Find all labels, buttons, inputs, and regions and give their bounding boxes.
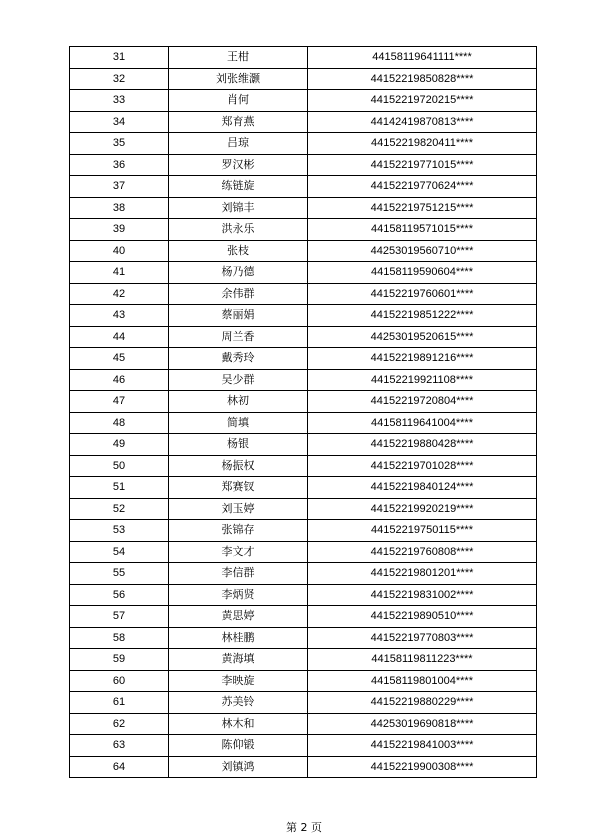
row-number: 59 [70,649,169,671]
row-number: 64 [70,756,169,778]
id-number: 44158119590604**** [308,262,537,284]
person-name: 郑赛钗 [169,477,308,499]
person-name: 黄海填 [169,649,308,671]
person-name: 林桂鹏 [169,627,308,649]
row-number: 53 [70,520,169,542]
row-number: 61 [70,692,169,714]
person-name: 林初 [169,391,308,413]
row-number: 63 [70,735,169,757]
table-row [70,520,537,542]
roster-body [70,47,537,778]
row-number: 57 [70,606,169,628]
id-number: 44158119811223**** [308,649,537,671]
person-name: 李文才 [169,541,308,563]
table-row [70,670,537,692]
table-row [70,412,537,434]
person-name: 李映旋 [169,670,308,692]
row-number: 54 [70,541,169,563]
person-name: 林木和 [169,713,308,735]
person-name: 张锦存 [169,520,308,542]
table-row [70,563,537,585]
row-number: 36 [70,154,169,176]
person-name: 陈仰锻 [169,735,308,757]
row-number: 39 [70,219,169,241]
id-number: 44152219720215**** [308,90,537,112]
person-name: 吴少群 [169,369,308,391]
id-number: 44253019520615**** [308,326,537,348]
id-number: 44142419870813**** [308,111,537,133]
person-name: 李炳贤 [169,584,308,606]
table-row [70,154,537,176]
table-row [70,240,537,262]
row-number: 55 [70,563,169,585]
id-number: 44152219850828**** [308,68,537,90]
person-name: 余伟群 [169,283,308,305]
person-name: 杨乃德 [169,262,308,284]
table-row [70,90,537,112]
person-name: 吕琼 [169,133,308,155]
id-number: 44152219880428**** [308,434,537,456]
id-number: 44152219760601**** [308,283,537,305]
id-number: 44152219840124**** [308,477,537,499]
table-row [70,369,537,391]
person-name: 蔡丽娟 [169,305,308,327]
id-number: 44152219900308**** [308,756,537,778]
table-row [70,455,537,477]
person-name: 洪永乐 [169,219,308,241]
id-number: 44152219801201**** [308,563,537,585]
row-number: 37 [70,176,169,198]
row-number: 50 [70,455,169,477]
person-name: 苏美铃 [169,692,308,714]
table-row [70,47,537,69]
row-number: 38 [70,197,169,219]
row-number: 32 [70,68,169,90]
id-number: 44152219770803**** [308,627,537,649]
person-name: 王柑 [169,47,308,69]
person-name: 练链旋 [169,176,308,198]
person-name: 李信群 [169,563,308,585]
id-number: 44152219831002**** [308,584,537,606]
id-number: 44152219851222**** [308,305,537,327]
row-number: 58 [70,627,169,649]
table-row [70,176,537,198]
id-number: 44152219751215**** [308,197,537,219]
row-number: 46 [70,369,169,391]
id-number: 44152219841003**** [308,735,537,757]
table-row [70,584,537,606]
table-row [70,262,537,284]
id-number: 44253019560710**** [308,240,537,262]
id-number: 44152219750115**** [308,520,537,542]
row-number: 62 [70,713,169,735]
person-name: 简填 [169,412,308,434]
row-number: 34 [70,111,169,133]
id-number: 44152219771015**** [308,154,537,176]
id-number: 44253019690818**** [308,713,537,735]
row-number: 41 [70,262,169,284]
row-number: 51 [70,477,169,499]
person-name: 郑育燕 [169,111,308,133]
id-number: 44152219890510**** [308,606,537,628]
id-number: 44158119641111**** [308,47,537,69]
table-row [70,713,537,735]
id-number: 44158119641004**** [308,412,537,434]
row-number: 43 [70,305,169,327]
person-name: 张枝 [169,240,308,262]
table-row [70,649,537,671]
table-row [70,305,537,327]
row-number: 31 [70,47,169,69]
table-row [70,133,537,155]
row-number: 40 [70,240,169,262]
person-name: 肖何 [169,90,308,112]
row-number: 45 [70,348,169,370]
table-row [70,197,537,219]
page-number: 第 2 页 [286,821,322,834]
id-number: 44152219720804**** [308,391,537,413]
table-row [70,756,537,778]
row-number: 60 [70,670,169,692]
table-row [70,348,537,370]
id-number: 44152219891216**** [308,348,537,370]
id-number: 44158119571015**** [308,219,537,241]
row-number: 49 [70,434,169,456]
id-number: 44152219820411**** [308,133,537,155]
table-row [70,735,537,757]
id-number: 44152219770624**** [308,176,537,198]
table-row [70,326,537,348]
person-name: 刘镇鸿 [169,756,308,778]
row-number: 44 [70,326,169,348]
table-row [70,477,537,499]
person-name: 刘锦丰 [169,197,308,219]
row-number: 47 [70,391,169,413]
id-number: 44158119801004**** [308,670,537,692]
row-number: 56 [70,584,169,606]
id-number: 44152219921108**** [308,369,537,391]
table-row [70,68,537,90]
id-number: 44152219701028**** [308,455,537,477]
table-row [70,541,537,563]
id-number: 44152219920219**** [308,498,537,520]
row-number: 35 [70,133,169,155]
table-row [70,434,537,456]
id-number: 44152219760808**** [308,541,537,563]
row-number: 48 [70,412,169,434]
row-number: 52 [70,498,169,520]
table-row [70,606,537,628]
table-row [70,627,537,649]
person-name: 罗汉彬 [169,154,308,176]
table-row [70,498,537,520]
table-row [70,391,537,413]
person-name: 戴秀玲 [169,348,308,370]
id-number: 44152219880229**** [308,692,537,714]
row-number: 33 [70,90,169,112]
person-name: 杨银 [169,434,308,456]
table-row [70,219,537,241]
table-row [70,692,537,714]
table-row [70,111,537,133]
person-name: 杨振权 [169,455,308,477]
person-name: 刘玉婷 [169,498,308,520]
roster-table [69,46,537,778]
person-name: 黄思婷 [169,606,308,628]
person-name: 周兰香 [169,326,308,348]
row-number: 42 [70,283,169,305]
person-name: 刘张维灏 [169,68,308,90]
table-row [70,283,537,305]
